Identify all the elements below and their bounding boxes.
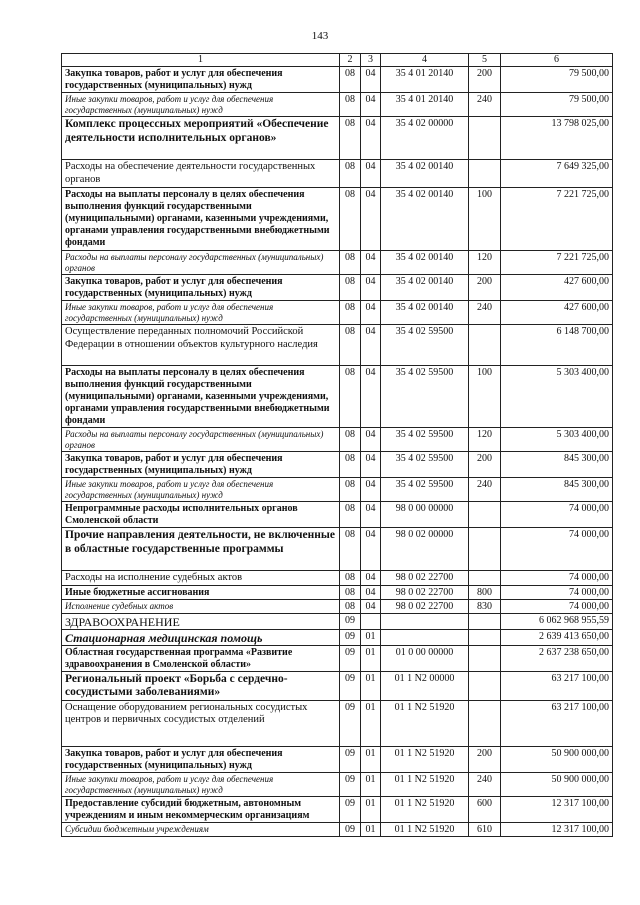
row-name: Областная государственная программа «Развитие здравоохранения в Смоленской области»: [62, 645, 340, 671]
row-section-code: 08: [340, 67, 361, 93]
column-header-name: 1: [62, 54, 340, 67]
row-subsection-code: 04: [361, 528, 381, 571]
row-expense-type: [469, 160, 501, 188]
row-subsection-code: 04: [361, 160, 381, 188]
row-target-article: [381, 613, 469, 629]
table-row: [62, 700, 613, 746]
row-name: Расходы на выплаты персоналу в целях обеспечения выполнения функций государственными (муниципальными) органами, казенными учреждениями, органами управления государственными внебюджетными фондами: [62, 366, 340, 428]
row-target-article: 35 4 02 59500: [381, 428, 469, 452]
row-subsection-code: 04: [361, 251, 381, 275]
row-amount: 845 300,00: [501, 478, 613, 502]
row-name: Оснащение оборудованием региональных сосудистых центров и первичных сосудистых отделений: [62, 700, 340, 746]
column-header-amount: 6: [501, 54, 613, 67]
row-expense-type: [469, 325, 501, 366]
row-target-article: 35 4 02 00140: [381, 160, 469, 188]
row-subsection-code: 01: [361, 671, 381, 700]
row-section-code: 09: [340, 796, 361, 822]
row-target-article: 98 0 02 22700: [381, 585, 469, 599]
table-row: [62, 796, 613, 822]
row-subsection-code: 04: [361, 93, 381, 117]
row-name: Закупка товаров, работ и услуг для обеспечения государственных (муниципальных) нужд: [62, 275, 340, 301]
page-number: 143: [311, 30, 329, 42]
row-amount: 427 600,00: [501, 275, 613, 301]
row-name: Закупка товаров, работ и услуг для обеспечения государственных (муниципальных) нужд: [62, 67, 340, 93]
row-amount: 79 500,00: [501, 93, 613, 117]
row-subsection-code: 01: [361, 822, 381, 836]
table-row: [62, 188, 613, 251]
row-name: Стационарная медицинская помощь: [62, 629, 340, 645]
row-amount: 74 000,00: [501, 571, 613, 586]
row-amount: 2 639 413 650,00: [501, 629, 613, 645]
row-expense-type: [469, 502, 501, 528]
row-expense-type: [469, 528, 501, 571]
row-subsection-code: 01: [361, 772, 381, 796]
row-target-article: 35 4 02 00140: [381, 188, 469, 251]
row-section-code: 08: [340, 251, 361, 275]
row-expense-type: 120: [469, 428, 501, 452]
table-row: [62, 117, 613, 160]
row-section-code: 09: [340, 822, 361, 836]
row-amount: 7 649 325,00: [501, 160, 613, 188]
row-expense-type: 240: [469, 93, 501, 117]
row-expense-type: 240: [469, 301, 501, 325]
row-amount: 2 637 238 650,00: [501, 645, 613, 671]
column-header-section: 2: [340, 54, 361, 67]
row-section-code: 08: [340, 478, 361, 502]
row-amount: 74 000,00: [501, 528, 613, 571]
row-amount: 74 000,00: [501, 599, 613, 613]
row-subsection-code: 04: [361, 301, 381, 325]
table-row: [62, 502, 613, 528]
row-name: Расходы на выплаты персоналу в целях обеспечения выполнения функций государственными (муниципальными) органами, казенными учреждениями, органами управления государственными внебюджетными фондами: [62, 188, 340, 251]
row-target-article: 98 0 02 00000: [381, 528, 469, 571]
column-header-subsection: 3: [361, 54, 381, 67]
table-row: [62, 528, 613, 571]
row-amount: 427 600,00: [501, 301, 613, 325]
row-target-article: 35 4 02 00140: [381, 251, 469, 275]
row-expense-type: [469, 700, 501, 746]
row-amount: 12 317 100,00: [501, 796, 613, 822]
row-expense-type: [469, 629, 501, 645]
row-section-code: 08: [340, 188, 361, 251]
row-subsection-code: 04: [361, 452, 381, 478]
row-name: Расходы на исполнение судебных актов: [62, 571, 340, 586]
table-row: [62, 452, 613, 478]
row-name: Расходы на выплаты персоналу государственных (муниципальных) органов: [62, 251, 340, 275]
row-section-code: 08: [340, 502, 361, 528]
row-target-article: [381, 629, 469, 645]
row-section-code: 08: [340, 452, 361, 478]
table-row: [62, 275, 613, 301]
table-row: [62, 772, 613, 796]
row-subsection-code: 04: [361, 585, 381, 599]
row-expense-type: 200: [469, 67, 501, 93]
table-row: [62, 160, 613, 188]
row-expense-type: 100: [469, 366, 501, 428]
row-section-code: 08: [340, 528, 361, 571]
row-expense-type: 610: [469, 822, 501, 836]
row-target-article: 35 4 02 59500: [381, 478, 469, 502]
row-target-article: 01 0 00 00000: [381, 645, 469, 671]
table-row: [62, 571, 613, 586]
row-name: Предоставление субсидий бюджетным, автономным учреждениям и иным некоммерческим организациям: [62, 796, 340, 822]
column-header-expense-type: 5: [469, 54, 501, 67]
row-expense-type: 100: [469, 188, 501, 251]
row-name: Непрограммные расходы исполнительных органов Смоленской области: [62, 502, 340, 528]
row-expense-type: 600: [469, 796, 501, 822]
row-target-article: 98 0 00 00000: [381, 502, 469, 528]
table-row: [62, 629, 613, 645]
row-expense-type: 200: [469, 275, 501, 301]
row-name: Иные закупки товаров, работ и услуг для обеспечения государственных (муниципальных) нужд: [62, 772, 340, 796]
table-row: [62, 613, 613, 629]
table-row: [62, 366, 613, 428]
row-section-code: 09: [340, 746, 361, 772]
row-name: Осуществление переданных полномочий Российской Федерации в отношении объектов культурного наследия: [62, 325, 340, 366]
column-header-target-article: 4: [381, 54, 469, 67]
row-target-article: 98 0 02 22700: [381, 599, 469, 613]
row-name: Иные закупки товаров, работ и услуг для обеспечения государственных (муниципальных) нужд: [62, 93, 340, 117]
row-amount: 13 798 025,00: [501, 117, 613, 160]
row-amount: 50 900 000,00: [501, 772, 613, 796]
row-amount: 50 900 000,00: [501, 746, 613, 772]
row-section-code: 09: [340, 629, 361, 645]
table-row: [62, 645, 613, 671]
row-expense-type: [469, 671, 501, 700]
row-subsection-code: 04: [361, 428, 381, 452]
row-section-code: 09: [340, 645, 361, 671]
row-expense-type: 800: [469, 585, 501, 599]
row-section-code: 08: [340, 366, 361, 428]
row-amount: 7 221 725,00: [501, 251, 613, 275]
row-target-article: 98 0 02 22700: [381, 571, 469, 586]
row-section-code: 08: [340, 428, 361, 452]
row-section-code: 08: [340, 599, 361, 613]
row-name: ЗДРАВООХРАНЕНИЕ: [62, 613, 340, 629]
table-row: [62, 301, 613, 325]
row-target-article: 35 4 02 59500: [381, 366, 469, 428]
row-section-code: 08: [340, 160, 361, 188]
row-subsection-code: 04: [361, 188, 381, 251]
row-section-code: 09: [340, 772, 361, 796]
row-subsection-code: 04: [361, 366, 381, 428]
table-row: [62, 478, 613, 502]
row-target-article: 01 1 N2 51920: [381, 700, 469, 746]
row-amount: 63 217 100,00: [501, 700, 613, 746]
row-name: Субсидии бюджетным учреждениям: [62, 822, 340, 836]
row-expense-type: [469, 571, 501, 586]
row-target-article: 35 4 01 20140: [381, 93, 469, 117]
table-row: [62, 671, 613, 700]
row-subsection-code: [361, 613, 381, 629]
row-target-article: 01 1 N2 51920: [381, 746, 469, 772]
row-subsection-code: 04: [361, 117, 381, 160]
row-expense-type: 200: [469, 746, 501, 772]
row-amount: 63 217 100,00: [501, 671, 613, 700]
row-amount: 74 000,00: [501, 585, 613, 599]
row-name: Закупка товаров, работ и услуг для обеспечения государственных (муниципальных) нужд: [62, 746, 340, 772]
row-target-article: 01 1 N2 51920: [381, 772, 469, 796]
row-subsection-code: 04: [361, 502, 381, 528]
row-subsection-code: 04: [361, 478, 381, 502]
table-row: [62, 325, 613, 366]
row-name: Закупка товаров, работ и услуг для обеспечения государственных (муниципальных) нужд: [62, 452, 340, 478]
row-section-code: 08: [340, 117, 361, 160]
row-section-code: 08: [340, 325, 361, 366]
row-amount: 6 148 700,00: [501, 325, 613, 366]
row-section-code: 09: [340, 700, 361, 746]
row-target-article: 35 4 02 00000: [381, 117, 469, 160]
row-expense-type: 200: [469, 452, 501, 478]
row-subsection-code: 04: [361, 571, 381, 586]
table-row: [62, 93, 613, 117]
table-row: [62, 428, 613, 452]
row-section-code: 08: [340, 585, 361, 599]
row-amount: 74 000,00: [501, 502, 613, 528]
row-amount: 845 300,00: [501, 452, 613, 478]
row-expense-type: 120: [469, 251, 501, 275]
row-target-article: 35 4 02 59500: [381, 325, 469, 366]
row-name: Исполнение судебных актов: [62, 599, 340, 613]
row-subsection-code: 01: [361, 645, 381, 671]
row-subsection-code: 01: [361, 700, 381, 746]
row-section-code: 08: [340, 301, 361, 325]
row-section-code: 08: [340, 93, 361, 117]
row-section-code: 09: [340, 613, 361, 629]
budget-table: [61, 53, 613, 837]
row-subsection-code: 01: [361, 629, 381, 645]
row-subsection-code: 04: [361, 275, 381, 301]
row-target-article: 35 4 02 59500: [381, 452, 469, 478]
row-expense-type: 240: [469, 772, 501, 796]
table-row: [62, 599, 613, 613]
table-row: [62, 746, 613, 772]
row-name: Прочие направления деятельности, не включенные в областные государственные программы: [62, 528, 340, 571]
row-expense-type: [469, 117, 501, 160]
row-amount: 5 303 400,00: [501, 428, 613, 452]
row-subsection-code: 04: [361, 599, 381, 613]
row-name: Расходы на обеспечение деятельности государственных органов: [62, 160, 340, 188]
row-name: Иные закупки товаров, работ и услуг для обеспечения государственных (муниципальных) нужд: [62, 301, 340, 325]
row-amount: 7 221 725,00: [501, 188, 613, 251]
row-amount: 5 303 400,00: [501, 366, 613, 428]
row-target-article: 35 4 02 00140: [381, 275, 469, 301]
row-expense-type: 240: [469, 478, 501, 502]
row-name: Региональный проект «Борьба с сердечно-сосудистыми заболеваниями»: [62, 671, 340, 700]
row-name: Расходы на выплаты персоналу государственных (муниципальных) органов: [62, 428, 340, 452]
row-subsection-code: 01: [361, 746, 381, 772]
row-section-code: 08: [340, 571, 361, 586]
table-row: [62, 251, 613, 275]
row-section-code: 08: [340, 275, 361, 301]
row-expense-type: [469, 613, 501, 629]
row-subsection-code: 01: [361, 796, 381, 822]
row-target-article: 01 1 N2 00000: [381, 671, 469, 700]
row-subsection-code: 04: [361, 67, 381, 93]
row-amount: 79 500,00: [501, 67, 613, 93]
table-header-row: [62, 54, 613, 67]
row-amount: 12 317 100,00: [501, 822, 613, 836]
row-target-article: 01 1 N2 51920: [381, 796, 469, 822]
row-target-article: 35 4 01 20140: [381, 67, 469, 93]
table-row: [62, 585, 613, 599]
row-section-code: 09: [340, 671, 361, 700]
row-subsection-code: 04: [361, 325, 381, 366]
row-target-article: 35 4 02 00140: [381, 301, 469, 325]
table-row: [62, 822, 613, 836]
row-amount: 6 062 968 955,59: [501, 613, 613, 629]
row-expense-type: [469, 645, 501, 671]
row-target-article: 01 1 N2 51920: [381, 822, 469, 836]
row-expense-type: 830: [469, 599, 501, 613]
row-name: Иные бюджетные ассигнования: [62, 585, 340, 599]
table-row: [62, 67, 613, 93]
row-name: Иные закупки товаров, работ и услуг для обеспечения государственных (муниципальных) нужд: [62, 478, 340, 502]
row-name: Комплекс процессных мероприятий «Обеспечение деятельности исполнительных органов»: [62, 117, 340, 160]
